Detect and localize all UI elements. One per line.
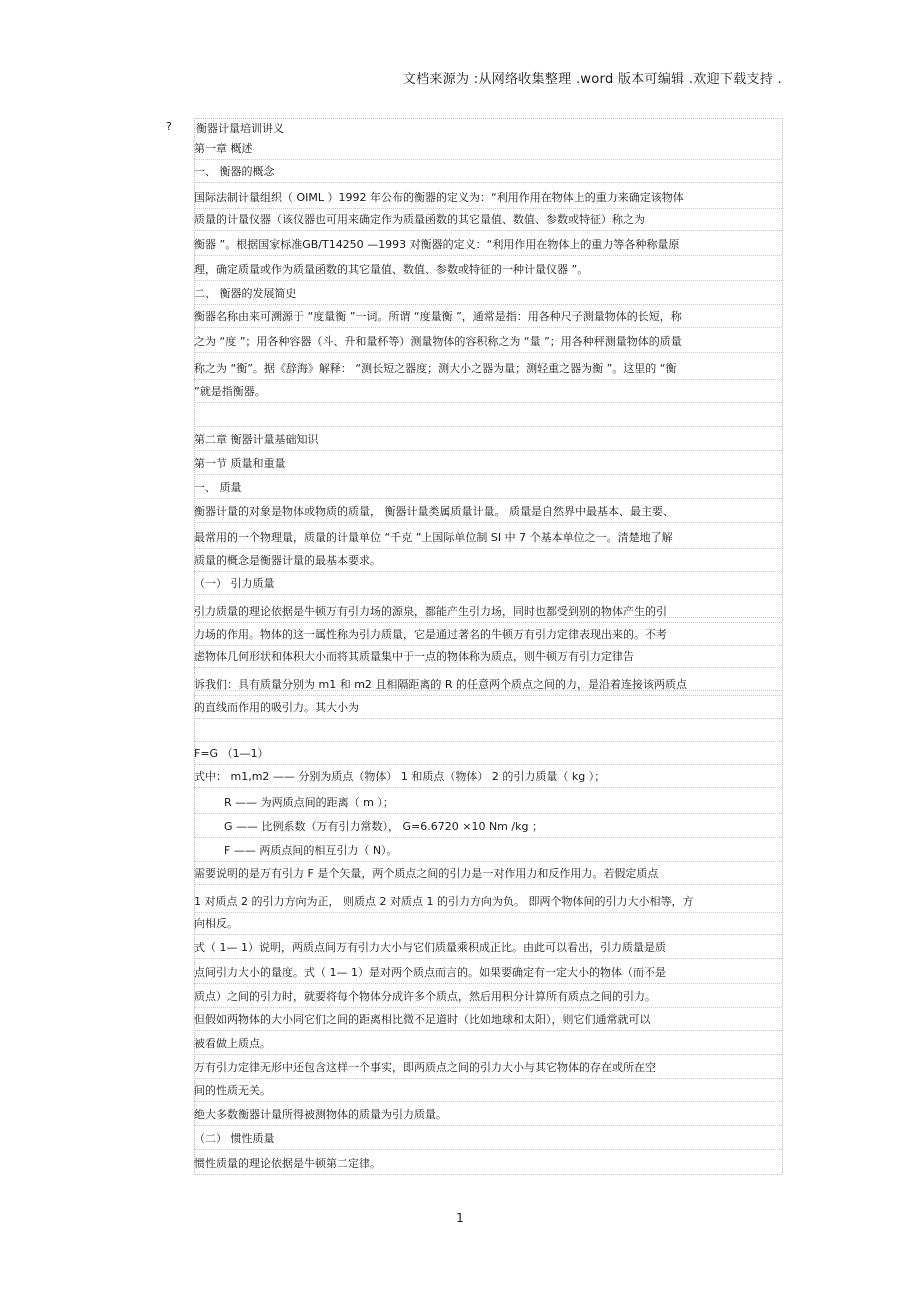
text-line: 绝大多数衡器计量所得被测物体的质量为引力质量。 <box>194 1103 782 1126</box>
section-heading: 第一节 质量和重量 <box>194 452 782 475</box>
chapter-heading: 第二章 衡器计量基础知识 <box>194 428 782 451</box>
section-heading: 一、 衡器的概念 <box>194 160 782 183</box>
text-line: 点间引力大小的量度。式（ 1— 1）是对两个质点而言的。如果要确定有一定大小的物体（而不是 <box>194 961 782 984</box>
text-line: 式中： m1,m2 —— 分别为质点（物体） 1 和质点（物体） 2 的引力质量（ kg ）； <box>194 765 782 788</box>
blank-row <box>194 404 782 427</box>
text-line: 万有引力定律无形中还包含这样一个事实，即两质点之间的引力大小与其它物体的存在或所在空 <box>194 1056 782 1079</box>
text-line: 向相反。 <box>194 912 782 935</box>
text-line: 式（ 1— 1）说明，两质点间万有引力大小与它们质量乘积成正比。由此可以看出，引力质量是质 <box>194 936 782 959</box>
section-heading: （二） 惯性质量 <box>194 1127 782 1150</box>
section-heading: 二、 衡器的发展简史 <box>194 282 782 305</box>
text-line: 质量的计量仪器（该仪器也可用来确定作为质量函数的其它量值、数值、参数或特征）称之为 <box>194 208 782 231</box>
text-line: 质点）之间的引力时，就要将每个物体分成许多个质点，然后用积分计算所有质点之间的引力。 <box>194 985 782 1008</box>
blank-row <box>194 719 782 742</box>
document-title: 衡器计量培训讲义 <box>196 122 284 135</box>
text-line: 惯性质量的理论依据是牛顿第二定律。 <box>194 1152 782 1175</box>
text-line: 诉我们：具有质量分别为 m1 和 m2 且相隔距离的 R 的任意两个质点之间的力，是沿着连接该两质点 <box>194 673 782 696</box>
text-line: 虑物体几何形状和体积大小而将其质量集中于一点的物体称为质点，则牛顿万有引力定律告 <box>194 645 782 668</box>
text-line: 1 对质点 2 的引力方向为正， 则质点 2 对质点 1 的引力方向为负。 即两个物体间的引力大小相等，方 <box>194 890 782 913</box>
title-marker: ? <box>166 120 172 133</box>
text-line: 理，确定质量或作为质量函数的其它量值、数值、参数或特征的一种计量仪器 ”。 <box>194 258 782 281</box>
text-line: 国际法制计量组织（ OIML ）1992 年公布的衡器的定义为：“利用作用在物体上的重力来确定该物体 <box>194 186 782 209</box>
chapter-heading: 第一章 概述 <box>194 137 782 160</box>
formula-line: F=G （1—1） <box>194 742 782 765</box>
text-line: 力场的作用。物体的这一属性称为引力质量，它是通过著名的牛顿万有引力定律表现出来的。不考 <box>194 623 782 646</box>
text-line: 最常用的一个物理量，质量的计量单位 “千克 ”上国际单位制 SI 中 7 个基本单位之一。清楚地了解 <box>194 526 782 549</box>
page-number: 1 <box>456 1211 464 1225</box>
text-line: 衡器名称由来可溯源于 “度量衡 ”一词。所谓 “度量衡 ”，通常是指：用各种尺子测量物体的长短，称 <box>194 305 782 328</box>
text-line: 需要说明的是万有引力 F 是个矢量，两个质点之间的引力是一对作用力和反作用力。若假定质点 <box>194 862 782 885</box>
section-heading: （一） 引力质量 <box>194 572 782 595</box>
definition-line: G —— 比例系数（万有引力常数）， G=6.6720 ×10 Nm /kg ； <box>194 815 782 838</box>
text-line: 之为 “度 ”；用各种容器（斗、升和量杯等）测量物体的容积称之为 “量 ”；用各种秤测量物体的质量 <box>194 330 782 353</box>
text-line: 的直线而作用的吸引力。其大小为 <box>194 696 782 719</box>
frame-top-border <box>196 118 780 119</box>
text-line: 间的性质无关。 <box>194 1079 782 1102</box>
text-line: 质量的概念是衡器计量的最基本要求。 <box>194 549 782 572</box>
text-line: 但假如两物体的大小同它们之间的距离相比微不足道时（比如地球和太阳），则它们通常就可以 <box>194 1008 782 1031</box>
text-line: 引力质量的理论依据是牛顿万有引力场的源泉，都能产生引力场，同时也都受到别的物体产生的引 <box>194 600 782 623</box>
text-line: ”就是指衡器。 <box>194 380 782 403</box>
text-line: 衡器计量的对象是物体或物质的质量， 衡器计量类属质量计量。 质量是自然界中最基本、最主要、 <box>194 500 782 523</box>
section-heading: 一、 质量 <box>194 476 782 499</box>
text-line: 称之为 “衡”。据《辞海》解释： “测长短之器度；测大小之器为量；测轻重之器为衡 ”。这里的 “衡 <box>194 357 782 380</box>
page-header: 文档来源为 :从网络收集整理 .word 版本可编辑 .欢迎下载支持 . <box>402 72 782 87</box>
definition-line: R —— 为两质点间的距离（ m ）； <box>194 791 782 814</box>
text-line: 衡器 ”。根据国家标准GB/T14250 —1993 对衡器的定义：“利用作用在物体上的重力等各种称量原 <box>194 233 782 256</box>
frame-right-border <box>782 118 783 1173</box>
definition-line: F —— 两质点间的相互引力（ N）。 <box>194 839 782 862</box>
text-line: 被看做上质点。 <box>194 1032 782 1055</box>
